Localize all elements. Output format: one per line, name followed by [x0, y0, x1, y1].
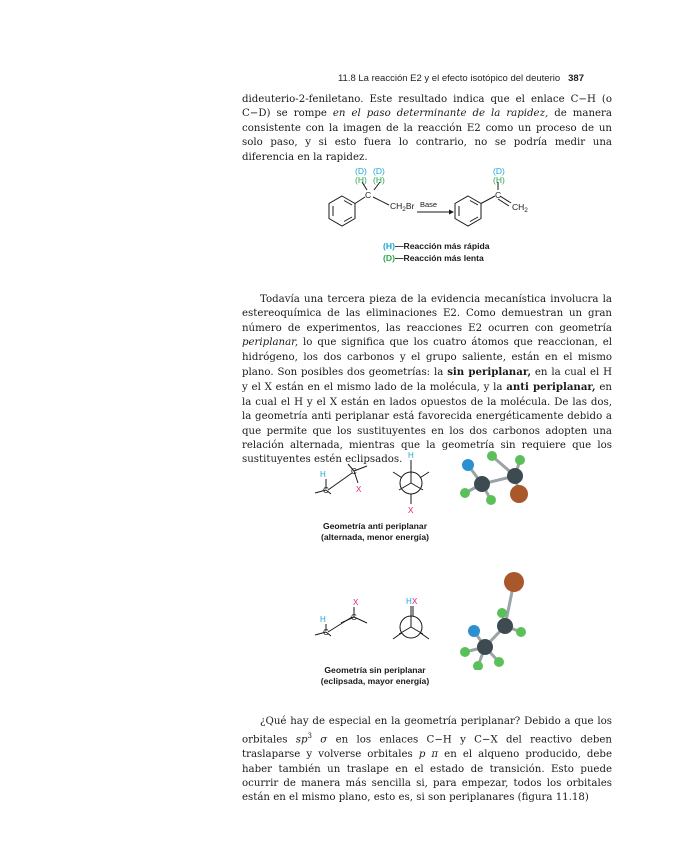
caption-syn: Geometría sin periplanar (eclipsada, mayor energía) — [320, 665, 430, 686]
page-number: 387 — [568, 73, 584, 84]
product-structure — [455, 182, 511, 226]
reactant-h-right: (H) — [373, 175, 385, 185]
syn-newman-h: H — [406, 597, 412, 606]
paragraph-stereochemistry: Todavía una tercera pieza de la evidencia mecanística involucra la estereoquímica de las eliminaciones E2. Como demuestran un gran número de experimentos, las reacciones E2 ocurren con geometría periplanar, lo que significa que los cuatro átomos que reaccionan, el hidrógeno, los dos carbonos y el grupo saliente, están en el mismo plano. Son posibles dos geometrías: la sin periplanar, en la cual el H y el X están en el mismo lado de la molécula, y la anti periplanar, en la cual el H y el X están en lados opuestos de la molécula. De las dos, la geometría anti periplanar está favorecida energéticamente debido a que permite que los sustituyentes en los dos carbonos adopten una relación alternada, mientras que la geometría sin requiere que los sustituyentes estén eclipsados. — [242, 294, 613, 466]
anti-newman — [393, 451, 429, 515]
product-carbon: C — [495, 190, 502, 200]
syn-newman-x: X — [412, 597, 418, 606]
section-title: 11.8 La reacción E2 y el efecto isotópico del deuterio — [337, 73, 561, 84]
anti-newman-h: H — [408, 451, 414, 460]
paragraph-intro: dideuterio-2-feniletano. Este resultado indica que el enlace C−H (o C−D) se rompe en el paso determinante de la rapidez, de manera consistente con la imagen de la reacción E2 como un proceso de un solo paso, y si esto fuera lo contrario, no se podría medir una diferencia en la rapidez. — [242, 94, 612, 163]
legend-d: (D)—Reacción más lenta — [383, 253, 484, 263]
syn-sawhorse-x: X — [353, 598, 359, 607]
syn-ball-model — [460, 572, 526, 670]
syn-newman — [393, 597, 429, 639]
syn-sawhorse-h: H — [320, 615, 326, 624]
reagent-base: Base — [420, 200, 438, 209]
ch2-group: $CH_2$ — [512, 202, 528, 214]
syn-periplanar-figure — [305, 570, 555, 670]
reactant-h-left: (H) — [355, 175, 367, 185]
syn-sawhorse-c2: C — [351, 613, 357, 622]
anti-sawhorse-x: X — [356, 485, 362, 494]
reaction-scheme — [312, 160, 572, 250]
product-h: (H) — [493, 175, 505, 185]
anti-sawhorse-h: H — [320, 470, 326, 479]
running-head — [0, 73, 584, 84]
reactant-d-left: (D) — [355, 166, 367, 176]
anti-periplanar-figure — [305, 448, 555, 528]
syn-sawhorse-c1: C — [323, 628, 329, 637]
reactant-structure — [329, 182, 389, 226]
anti-ball-model — [460, 451, 528, 505]
product-d: (D) — [493, 166, 505, 176]
anti-newman-x: X — [408, 506, 414, 515]
anti-sawhorse-c2: C — [351, 467, 357, 476]
paragraph-periplanar: ¿Qué hay de especial en la geometría periplanar? Debido a que los orbitales $sp^3$ σ en los enlaces C−H y C−X del reactivo deben traslaparse y volverse orbitales p π en el alqueno producido, debe haber también un traslape en el estado de transición. Esto puede ocurrir de manera más sencilla si, para empezar, todos los orbitales están en el mismo plano, esto es, si son periplanares (figura 11.18) — [242, 716, 612, 804]
ch2br-group: $CH_2Br$ — [390, 201, 415, 213]
caption-anti: Geometría anti periplanar (alternada, menor energía) — [321, 521, 429, 542]
legend-h: (H)—Reacción más rápida — [383, 241, 490, 251]
reactant-carbon: C — [365, 190, 372, 200]
anti-sawhorse-c1: C — [323, 486, 329, 495]
reactant-d-right: (D) — [373, 166, 385, 176]
reaction-arrowhead — [449, 210, 454, 215]
